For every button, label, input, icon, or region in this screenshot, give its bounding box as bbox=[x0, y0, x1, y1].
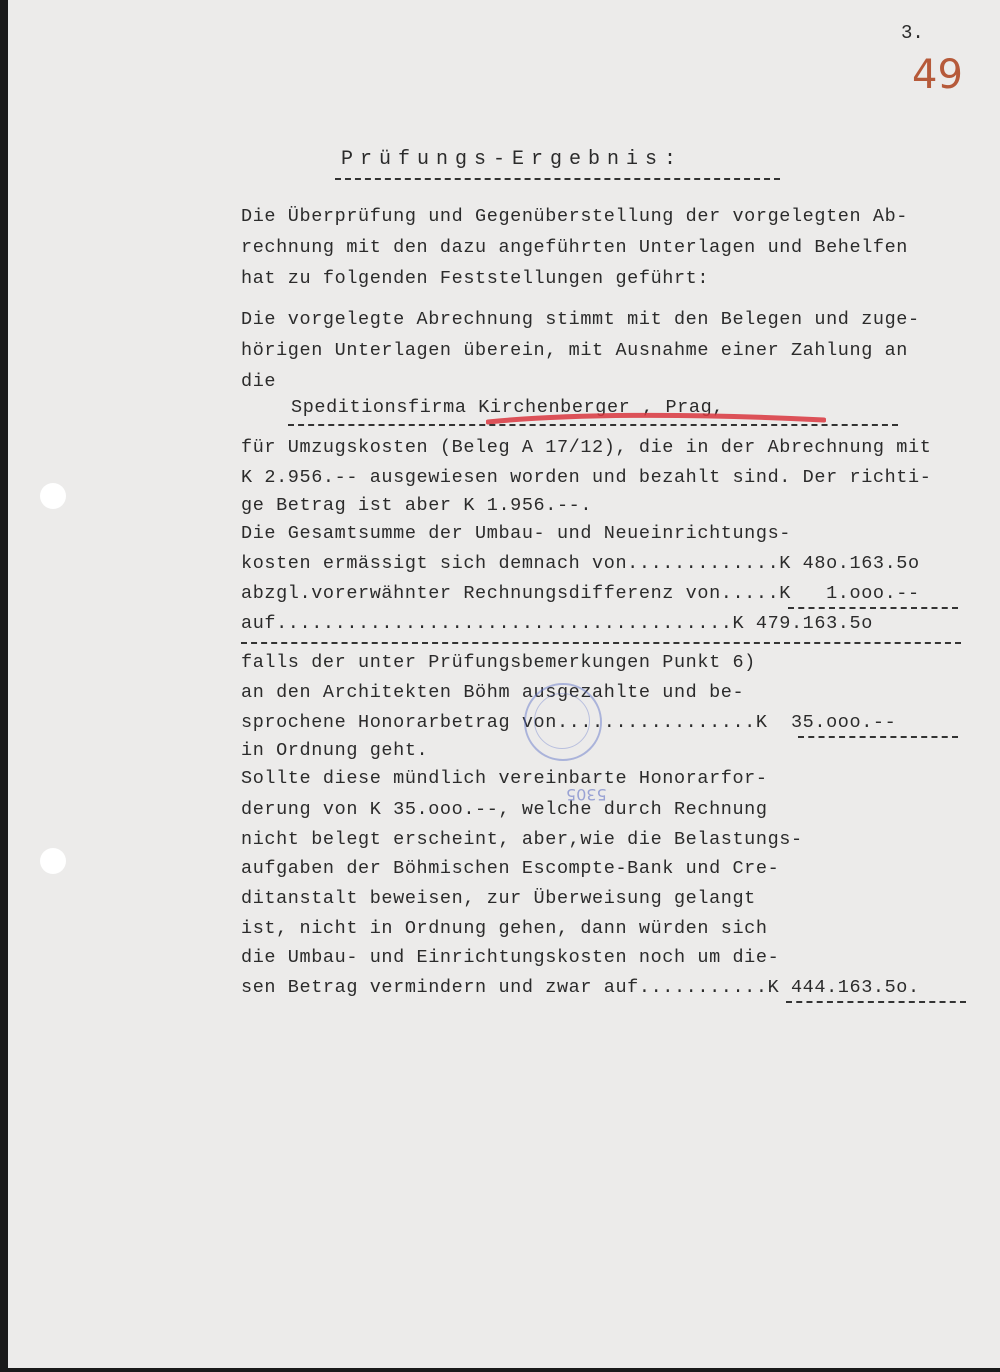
text-line: die Umbau- und Einrichtungskosten noch um die- bbox=[241, 947, 780, 968]
text-line: hörigen Unterlagen überein, mit Ausnahme einer Zahlung an bbox=[241, 340, 909, 361]
text-line: nicht belegt erscheint, aber,wie die Belastungs- bbox=[241, 829, 803, 850]
stamp-number: 5305 bbox=[566, 785, 607, 804]
amount-line: kosten ermässigt sich demnach von.............K 48o.163.5o bbox=[241, 553, 920, 574]
text-line: an den Architekten Böhm ausgezahlte und be- bbox=[241, 682, 745, 703]
text-line: falls der unter Prüfungsbemerkungen Punkt 6) bbox=[241, 652, 756, 673]
fee-underline bbox=[798, 736, 958, 738]
amount-line: abzgl.vorerwähnter Rechnungsdifferenz von.....K 1.ooo.-- bbox=[241, 583, 920, 604]
text-line: rechnung mit den dazu angeführten Unterlagen und Behelfen bbox=[241, 237, 909, 258]
firm-name-underline bbox=[288, 424, 898, 426]
text-line: ditanstalt beweisen, zur Überweisung gelangt bbox=[241, 888, 756, 909]
text-line: die bbox=[241, 371, 277, 392]
text-line: aufgaben der Böhmischen Escompte-Bank und Cre- bbox=[241, 858, 780, 879]
document-page bbox=[8, 0, 1000, 1368]
text-line: in Ordnung geht. bbox=[241, 740, 429, 761]
text-line: für Umzugskosten (Beleg A 17/12), die in der Abrechnung mit bbox=[241, 437, 932, 458]
amount-line: sen Betrag vermindern und zwar auf...........K 444.163.5o. bbox=[241, 977, 920, 998]
text-line: K 2.956.-- ausgewiesen worden und bezahlt sind. Der richti- bbox=[241, 467, 932, 488]
amount-line: auf.......................................K 479.163.5o bbox=[241, 613, 873, 634]
text-line: Die Überprüfung und Gegenüberstellung der vorgelegten Ab- bbox=[241, 206, 909, 227]
final-total-underline bbox=[786, 1001, 966, 1003]
archive-stamp bbox=[524, 683, 602, 761]
punch-hole bbox=[40, 483, 66, 509]
text-line: derung von K 35.ooo.--, welche durch Rechnung bbox=[241, 799, 768, 820]
page-number: 3. bbox=[901, 22, 924, 44]
document-title: Prüfungs-Ergebnis: bbox=[341, 148, 684, 171]
amount-line: sprochene Honorarbetrag von.................K 35.ooo.-- bbox=[241, 712, 897, 733]
section-divider bbox=[241, 642, 961, 644]
text-line: Die Gesamtsumme der Umbau- und Neueinrichtungs- bbox=[241, 523, 791, 544]
handwritten-folio-number: 49 bbox=[912, 52, 963, 98]
subtotal-underline bbox=[788, 607, 958, 609]
title-underline bbox=[335, 178, 780, 180]
punch-hole bbox=[40, 848, 66, 874]
archive-stamp-inner bbox=[534, 693, 590, 749]
text-line: hat zu folgenden Feststellungen geführt: bbox=[241, 268, 710, 289]
text-line: ist, nicht in Ordnung gehen, dann würden sich bbox=[241, 918, 768, 939]
text-line: ge Betrag ist aber K 1.956.--. bbox=[241, 495, 593, 516]
text-line: Sollte diese mündlich vereinbarte Honorarfor- bbox=[241, 768, 768, 789]
text-line: Die vorgelegte Abrechnung stimmt mit den Belegen und zuge- bbox=[241, 309, 920, 330]
firm-name-line: Speditionsfirma Kirchenberger , Prag, bbox=[291, 397, 724, 418]
